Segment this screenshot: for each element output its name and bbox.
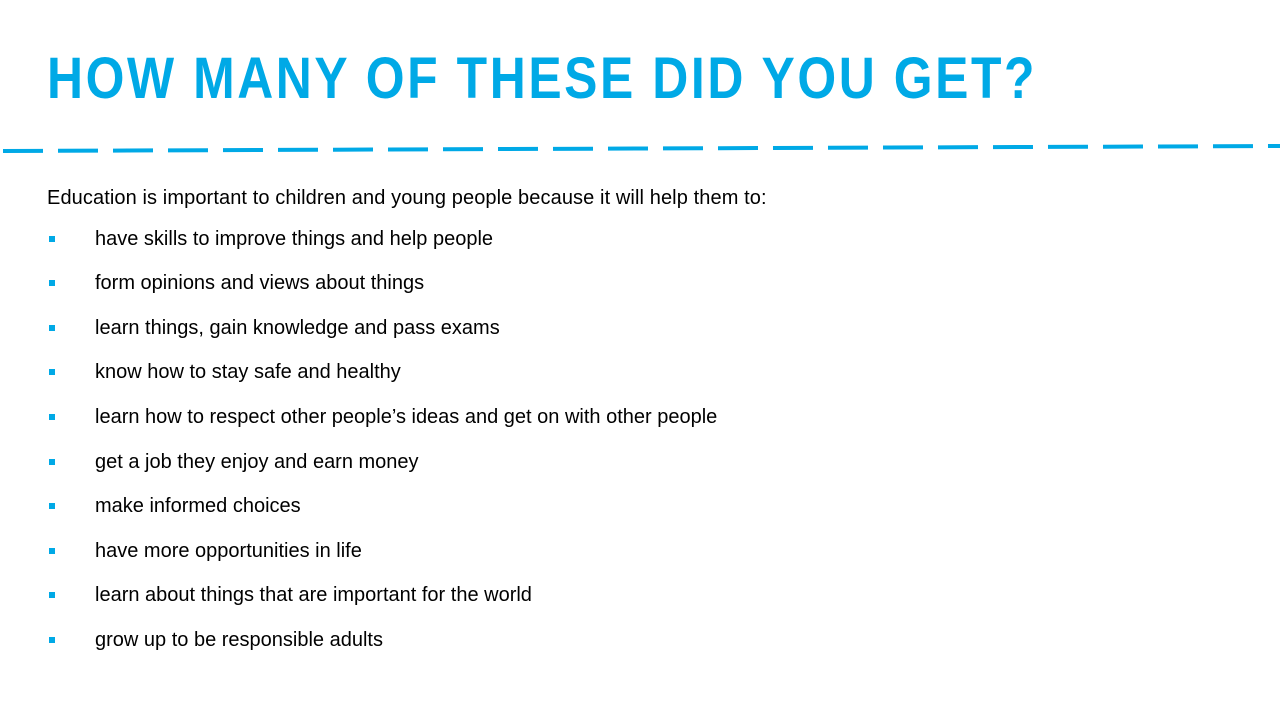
square-bullet-icon [49, 637, 55, 643]
square-bullet-icon [49, 325, 55, 331]
bullet-item [47, 271, 1227, 316]
square-bullet-icon [49, 369, 55, 375]
bullet-item [47, 360, 1227, 405]
square-bullet-icon [49, 459, 55, 465]
square-bullet-icon [49, 280, 55, 286]
bullet-item [47, 227, 1227, 272]
slide-body [47, 182, 1227, 673]
bullet-text: form opinions and views about things [95, 272, 425, 295]
bullet-item [47, 494, 1227, 539]
bullet-item [47, 405, 1227, 450]
bullet-item [47, 583, 1227, 628]
bullet-item [47, 539, 1227, 584]
bullet-list [47, 227, 1227, 673]
bullet-text: learn things, gain knowledge and pass exams [95, 316, 500, 339]
bullet-text: learn how to respect other people’s ideas and get on with other people [95, 405, 718, 428]
dashed-divider [0, 138, 1280, 162]
square-bullet-icon [49, 503, 55, 509]
bullet-text: learn about things that are important for the world [95, 584, 532, 607]
bullet-item [47, 450, 1227, 495]
square-bullet-icon [49, 236, 55, 242]
bullet-text: have skills to improve things and help people [95, 227, 494, 250]
intro-text: Education is important to children and young people because it will help them to: [47, 187, 767, 209]
slide-title: HOW MANY OF THESE DID YOU GET? [47, 46, 1038, 111]
bullet-text: make informed choices [95, 495, 301, 518]
square-bullet-icon [49, 414, 55, 420]
bullet-text: grow up to be responsible adults [95, 628, 383, 651]
square-bullet-icon [49, 548, 55, 554]
bullet-item [47, 316, 1227, 361]
bullet-text: get a job they enjoy and earn money [95, 450, 419, 473]
bullet-text: have more opportunities in life [95, 539, 362, 562]
square-bullet-icon [49, 592, 55, 598]
bullet-item [47, 628, 1227, 673]
bullet-text: know how to stay safe and healthy [95, 361, 401, 384]
